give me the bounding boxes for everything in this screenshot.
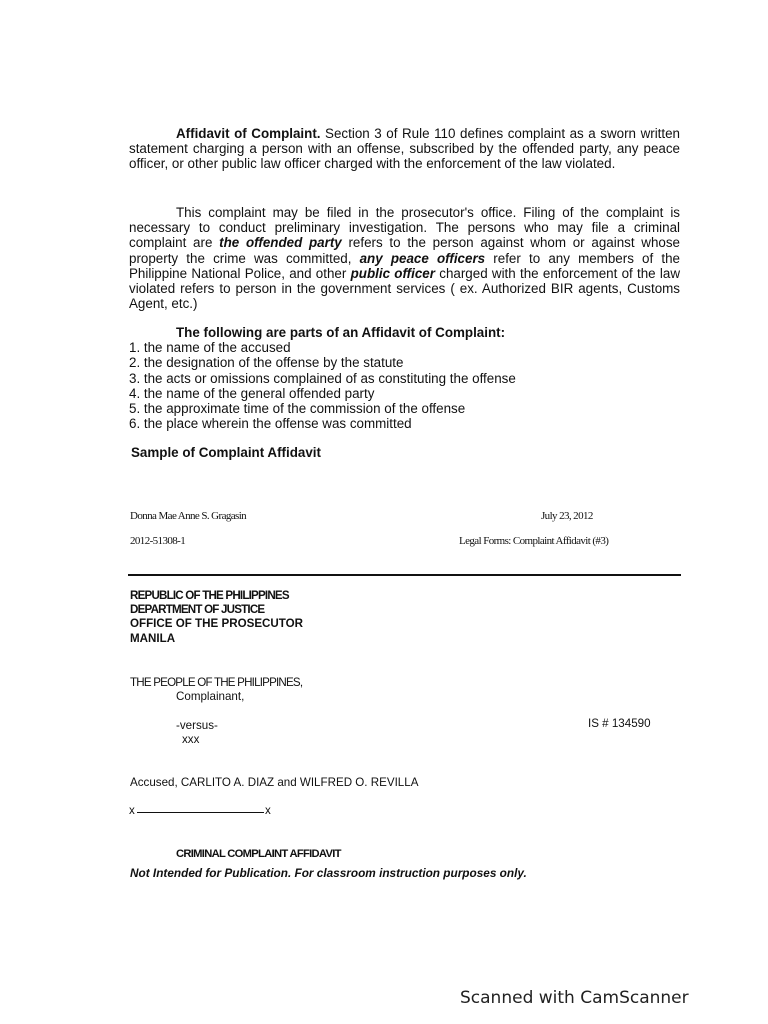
office-header xyxy=(130,589,303,646)
caption-people: THE PEOPLE OF THE PHILIPPINES, xyxy=(130,676,303,689)
caption-separator-line xyxy=(137,812,264,813)
case-number: IS # 134590 xyxy=(588,717,651,730)
office-line-prosecutor: OFFICE OF THE PROSECUTOR xyxy=(130,617,304,631)
list-item: 6. the place wherein the offense was committed xyxy=(129,416,412,432)
parts-heading: The following are parts of an Affidavit of Complaint: xyxy=(176,325,506,340)
office-line-republic: REPUBLIC OF THE PHILIPPINES xyxy=(130,589,289,602)
doc-student-number: 2012-51308-1 xyxy=(130,535,186,547)
list-item: 1. the name of the accused xyxy=(129,340,291,355)
list-item: 2. the designation of the offense by the statute xyxy=(129,355,404,371)
caption-complainant: Complainant, xyxy=(176,690,245,703)
intro-lead-label: Affidavit of Complaint. xyxy=(176,126,321,141)
list-item: 3. the acts or omissions complained of as constituting the offense xyxy=(129,370,516,386)
office-line-city: MANILA xyxy=(130,631,176,645)
doc-author: Donna Mae Anne S. Gragasin xyxy=(130,510,247,522)
caption-x-right: x xyxy=(265,804,271,817)
filing-text-1: This complaint may be filed in the prosecutor's office. Filing of the complaint is necessary to conduct preliminary investigation. The persons who may file a criminal complaint are xyxy=(129,205,680,251)
scanner-watermark: Scanned with CamScanner xyxy=(460,988,689,1008)
affidavit-title: CRIMINAL COMPLAINT AFFIDAVIT xyxy=(176,848,341,860)
caption-xxx: xxx xyxy=(182,733,200,746)
caption-x-left: x xyxy=(129,804,135,817)
header-divider xyxy=(128,574,681,576)
sample-heading: Sample of Complaint Affidavit xyxy=(131,445,321,460)
term-public-officer: public officer xyxy=(350,265,435,281)
doc-date: July 23, 2012 xyxy=(541,510,593,522)
caption-versus: -versus- xyxy=(176,719,218,732)
list-item: 5. the approximate time of the commission of the offense xyxy=(129,401,466,417)
filing-paragraph xyxy=(129,205,680,311)
doc-form-title: Legal Forms: Complaint Affidavit (#3) xyxy=(459,535,609,547)
list-item: 4. the name of the general offended party xyxy=(129,385,375,401)
parts-list xyxy=(129,340,516,432)
office-line-department: DEPARTMENT OF JUSTICE xyxy=(130,603,265,617)
intro-paragraph xyxy=(129,126,680,172)
disclaimer: Not Intended for Publication. For classroom instruction purposes only. xyxy=(130,866,527,880)
filing-text-2: refers to the person against whom or against whose property the crime was committed, xyxy=(129,235,680,266)
term-peace-officers: any peace officers xyxy=(359,250,486,266)
term-offended-party: the offended party xyxy=(219,235,342,251)
filing-text-4: charged with the enforcement of the law violated refers to person in the government services ( ex. Authorized BIR agents, Customs Agent, etc.) xyxy=(129,265,680,312)
intro-lead-text: Section 3 of Rule 110 defines complaint as a sworn written statement charging a person with an offense, subscribed by the offended party, any peace officer, or other public law officer charged with the enforcement of the law violated. xyxy=(129,126,681,172)
caption-accused: Accused, CARLITO A. DIAZ and WILFRED O. REVILLA xyxy=(130,776,419,789)
filing-text-3: refer to any members of the Philippine National Police, and other xyxy=(129,250,681,281)
